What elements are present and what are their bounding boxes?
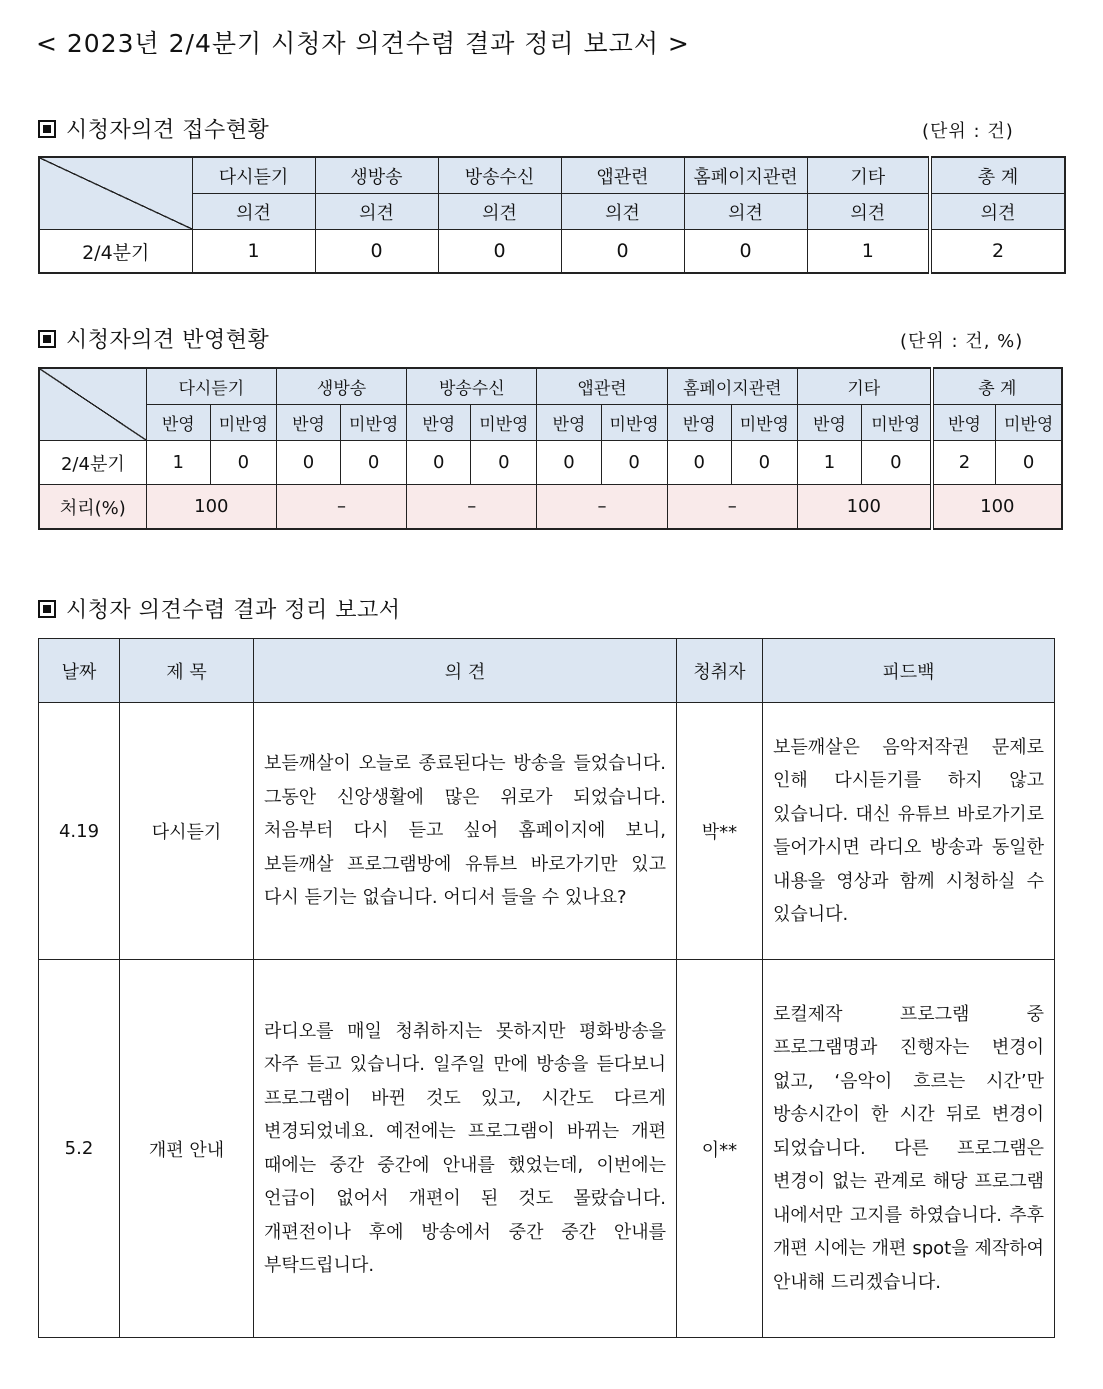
column-header: 다시듣기 [192, 157, 315, 194]
subject-cell: 개편 안내 [120, 960, 254, 1338]
square-bullet-icon [38, 600, 56, 618]
sub-header: 의견 [684, 194, 807, 230]
value-cell: 1 [807, 230, 930, 274]
value-cell: 0 [667, 441, 731, 485]
sub-header: 의견 [438, 194, 561, 230]
row-label: 2/4분기 [39, 230, 192, 274]
sub-header-reflected: 반영 [797, 405, 861, 441]
value-cell: 0 [862, 441, 932, 485]
sub-header-unreflected: 미반영 [731, 405, 797, 441]
section-heading-receipt [38, 113, 269, 144]
section-heading-reflection [38, 323, 269, 354]
sub-header-unreflected: 미반영 [862, 405, 932, 441]
unit-label: (단위 : 건, %) [900, 331, 1024, 352]
date-cell: 5.2 [39, 960, 120, 1338]
opinion-report-table [38, 638, 1055, 1338]
receipt-status-table [38, 156, 1066, 274]
column-header: 기타 [807, 157, 930, 194]
column-header: 기타 [797, 368, 931, 405]
column-header-total: 총 계 [932, 368, 1062, 405]
header-feedback: 피드백 [763, 639, 1055, 703]
sub-header-reflected: 반영 [932, 405, 996, 441]
column-header: 홈페이지관련 [684, 157, 807, 194]
sub-header-reflected: 반영 [407, 405, 471, 441]
opinion-cell: 보듣깨살이 오늘로 종료된다는 방송을 들었습니다. 그동안 신앙생활에 많은 위로가 되었습니다. 처음부터 다시 듣고 싶어 홈페이지에 보니, 보듣깨살 프로그램방에 유튜브 바로가기만 있고 다시 듣기는 없습니다. 어디서 들을 수 있나요? [254, 703, 677, 960]
value-cell-total: 2 [930, 230, 1065, 274]
table-row [39, 703, 1055, 960]
sub-header-unreflected: 미반영 [601, 405, 667, 441]
listener-cell: 박** [677, 703, 763, 960]
value-cell-total: 2 [932, 441, 996, 485]
percent-cell: 100 [797, 485, 931, 530]
value-cell-total: 0 [996, 441, 1062, 485]
unit-label: (단위 : 건) [922, 121, 1014, 142]
opinion-cell: 라디오를 매일 청취하지는 못하지만 평화방송을 자주 듣고 있습니다. 일주일 만에 방송을 듣다보니 프로그램이 바뀐 것도 있고, 시간도 다르게 변경되었네요. 예전에는 프로그램이 바뀌는 개편 때에는 중간 중간에 안내를 했었는데, 이번에는 언급이 없어서 개편이 된 것도 몰랐습니다. 개편전이나 후에 방송에서 중간 중간 안내를 부탁드립니다. [254, 960, 677, 1338]
listener-cell: 이** [677, 960, 763, 1338]
subject-cell: 다시듣기 [120, 703, 254, 960]
row-label: 처리(%) [39, 485, 146, 530]
corner-cell [39, 157, 192, 230]
column-header-total: 총 계 [930, 157, 1065, 194]
feedback-cell: 보듣깨살은 음악저작권 문제로 인해 다시듣기를 하지 않고 있습니다. 대신 유튜브 바로가기로 들어가시면 라디오 방송과 동일한 내용을 영상과 함께 시청하실 수 있습니다. [763, 703, 1055, 960]
value-cell: 0 [210, 441, 276, 485]
header-listener: 청취자 [677, 639, 763, 703]
header-date: 날짜 [39, 639, 120, 703]
percent-cell-total: 100 [932, 485, 1062, 530]
sub-header-unreflected: 미반영 [471, 405, 537, 441]
sub-header-unreflected: 미반영 [996, 405, 1062, 441]
value-cell: 0 [471, 441, 537, 485]
row-label: 2/4분기 [39, 441, 146, 485]
report-title: < 2023년 2/4분기 시청자 의견수렴 결과 정리 보고서 > [36, 29, 690, 58]
percent-cell: 100 [146, 485, 276, 530]
section-heading-report [38, 593, 401, 624]
percent-cell: – [537, 485, 667, 530]
sub-header: 의견 [192, 194, 315, 230]
value-cell: 0 [438, 230, 561, 274]
sub-header-reflected: 반영 [146, 405, 210, 441]
section-heading-text: 시청자의견 접수현황 [66, 118, 270, 143]
column-header: 생방송 [315, 157, 438, 194]
table-row [39, 960, 1055, 1338]
column-header: 방송수신 [438, 157, 561, 194]
corner-cell [39, 368, 146, 441]
sub-header-reflected: 반영 [667, 405, 731, 441]
column-header: 홈페이지관련 [667, 368, 797, 405]
column-header: 생방송 [276, 368, 406, 405]
feedback-cell: 로컬제작 프로그램 중 프로그램명과 진행자는 변경이 없고, ‘음악이 흐르는 시간’만 방송시간이 한 시간 뒤로 변경이 되었습니다. 다른 프로그램은 변경이 없는 관계로 해당 프로그램 내에서만 고지를 하였습니다. 추후 개편 시에는 개편 spot을 제작하여 안내해 드리겠습니다. [763, 960, 1055, 1338]
value-cell: 0 [684, 230, 807, 274]
percent-cell: – [407, 485, 537, 530]
value-cell: 0 [315, 230, 438, 274]
value-cell: 0 [731, 441, 797, 485]
sub-header: 의견 [807, 194, 930, 230]
column-header: 앱관련 [537, 368, 667, 405]
value-cell: 0 [537, 441, 601, 485]
header-opinion: 의 견 [254, 639, 677, 703]
square-bullet-icon [38, 120, 56, 138]
sub-header: 의견 [930, 194, 1065, 230]
reflection-status-table [38, 367, 1063, 530]
column-header: 다시듣기 [146, 368, 276, 405]
sub-header-unreflected: 미반영 [210, 405, 276, 441]
value-cell: 0 [407, 441, 471, 485]
date-cell: 4.19 [39, 703, 120, 960]
percent-cell: – [667, 485, 797, 530]
sub-header: 의견 [561, 194, 684, 230]
section-heading-text: 시청자 의견수렴 결과 정리 보고서 [66, 598, 401, 623]
sub-header-reflected: 반영 [276, 405, 340, 441]
value-cell: 1 [797, 441, 861, 485]
header-subject: 제 목 [120, 639, 254, 703]
value-cell: 0 [276, 441, 340, 485]
value-cell: 0 [341, 441, 407, 485]
value-cell: 1 [146, 441, 210, 485]
column-header: 앱관련 [561, 157, 684, 194]
sub-header-unreflected: 미반영 [341, 405, 407, 441]
percent-cell: – [276, 485, 406, 530]
section-heading-text: 시청자의견 반영현황 [66, 328, 270, 353]
value-cell: 1 [192, 230, 315, 274]
square-bullet-icon [38, 330, 56, 348]
sub-header-reflected: 반영 [537, 405, 601, 441]
column-header: 방송수신 [407, 368, 537, 405]
value-cell: 0 [601, 441, 667, 485]
sub-header: 의견 [315, 194, 438, 230]
value-cell: 0 [561, 230, 684, 274]
